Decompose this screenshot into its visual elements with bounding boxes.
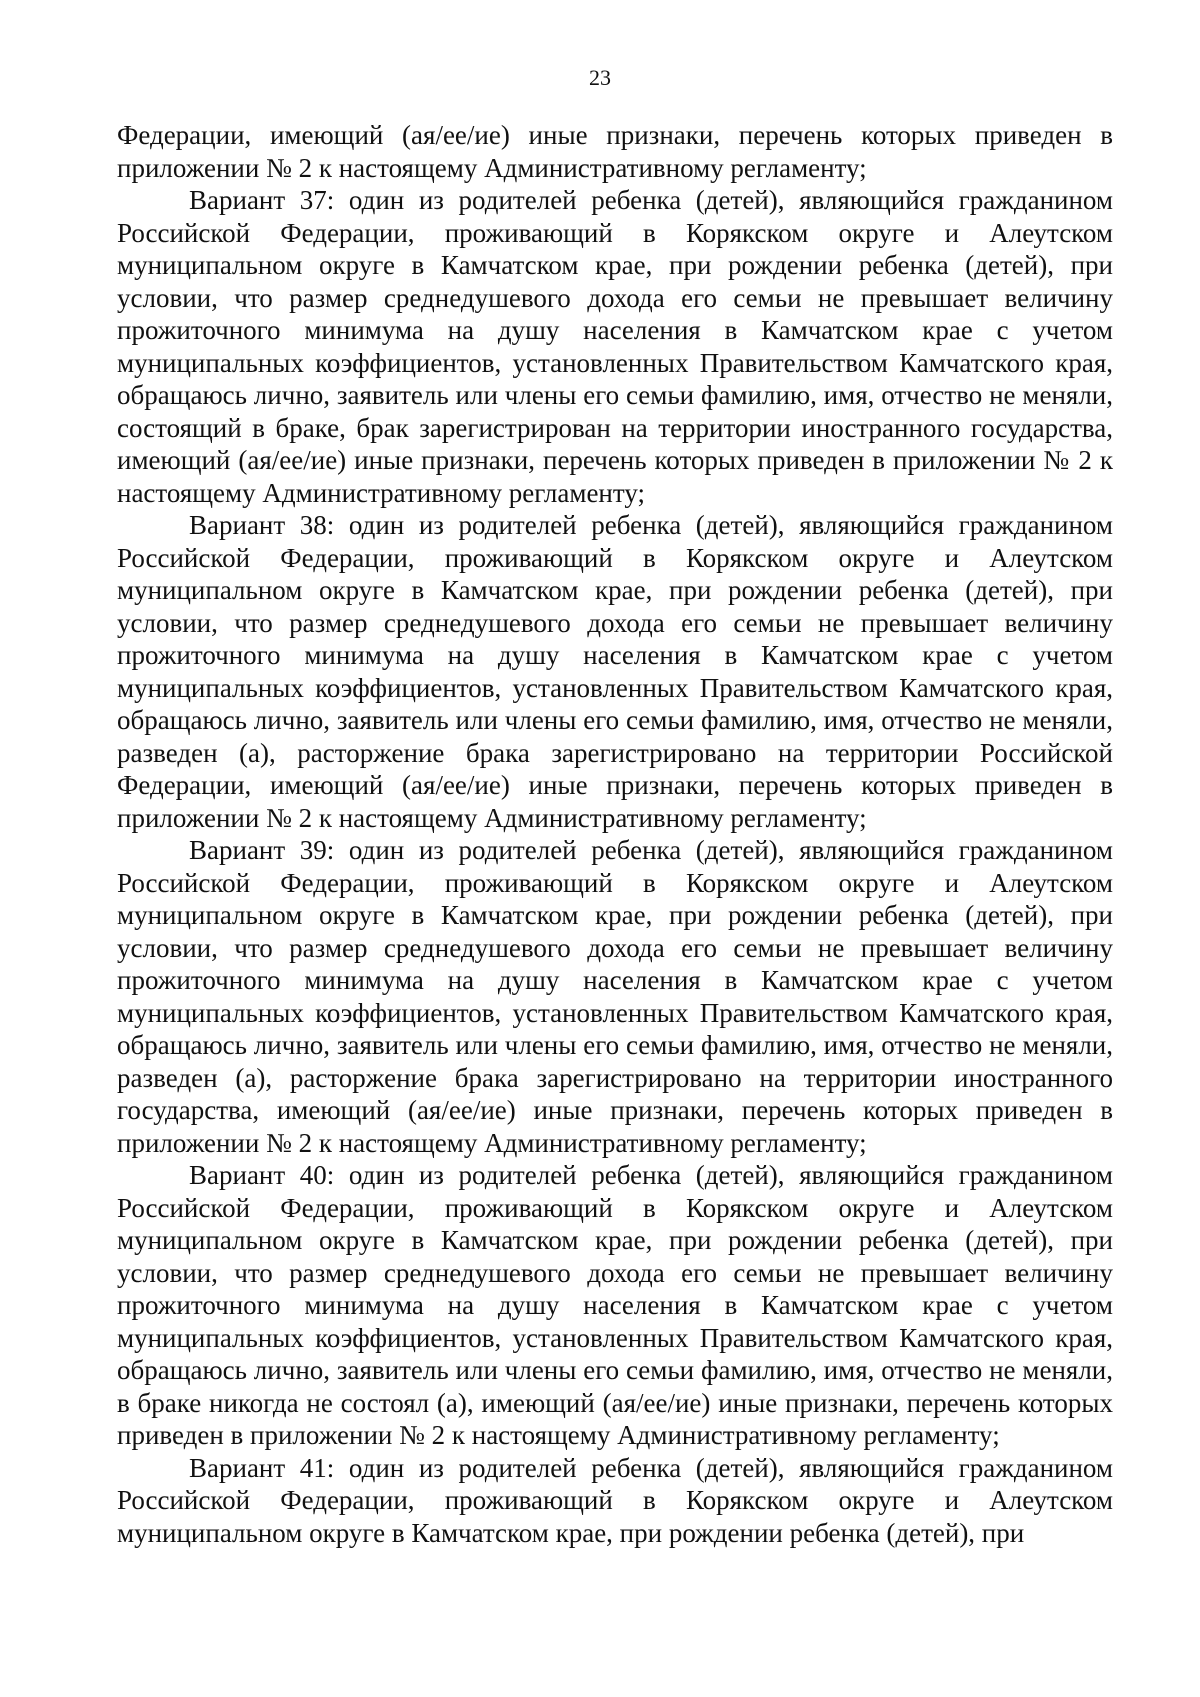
paragraph-variant-40: Вариант 40: один из родителей ребенка (детей), являющийся гражданином Российской Федерации, проживающий в Корякском округе и Алеутском муниципальном округе в Камчатском крае, при рождении ребенка (детей), при условии, что размер среднедушевого дохода его семьи не превышает величину прожиточного минимума на душу населения в Камчатском крае с учетом муниципальных коэффициентов, установленных Правительством Камчатского края, обращаюсь лично, заявитель или члены его семьи фамилию, имя, отчество не меняли, в браке никогда не состоял (а), имеющий (ая/ее/ие) иные признаки, перечень которых приведен в приложении № 2 к настоящему Административному регламенту;	[117, 1160, 1113, 1450]
paragraph-variant-37: Вариант 37: один из родителей ребенка (детей), являющийся гражданином Российской Федерации, проживающий в Корякском округе и Алеутском муниципальном округе в Камчатском крае, при рождении ребенка (детей), при условии, что размер среднедушевого дохода его семьи не превышает величину прожиточного минимума на душу населения в Камчатском крае с учетом муниципальных коэффициентов, установленных Правительством Камчатского края, обращаюсь лично, заявитель или члены его семьи фамилию, имя, отчество не меняли, состоящий в браке, брак зарегистрирован на территории иностранного государства, имеющий (ая/ее/ие) иные признаки, перечень которых приведен в приложении № 2 к настоящему Административному регламенту;	[117, 185, 1113, 508]
paragraph-variant-39: Вариант 39: один из родителей ребенка (детей), являющийся гражданином Российской Федерации, проживающий в Корякском округе и Алеутском муниципальном округе в Камчатском крае, при рождении ребенка (детей), при условии, что размер среднедушевого дохода его семьи не превышает величину прожиточного минимума на душу населения в Камчатском крае с учетом муниципальных коэффициентов, установленных Правительством Камчатского края, обращаюсь лично, заявитель или члены его семьи фамилию, имя, отчество не меняли, разведен (а), расторжение брака зарегистрировано на территории иностранного государства, имеющий (ая/ее/ие) иные признаки, перечень которых приведен в приложении № 2 к настоящему Административному регламенту;	[117, 835, 1113, 1158]
paragraph-variant-38: Вариант 38: один из родителей ребенка (детей), являющийся гражданином Российской Федерации, проживающий в Корякском округе и Алеутском муниципальном округе в Камчатском крае, при рождении ребенка (детей), при условии, что размер среднедушевого дохода его семьи не превышает величину прожиточного минимума на душу населения в Камчатском крае с учетом муниципальных коэффициентов, установленных Правительством Камчатского края, обращаюсь лично, заявитель или члены его семьи фамилию, имя, отчество не меняли, разведен (а), расторжение брака зарегистрировано на территории Российской Федерации, имеющий (ая/ее/ие) иные признаки, перечень которых приведен в приложении № 2 к настоящему Административному регламенту;	[117, 510, 1113, 833]
paragraph-continuation: Федерации, имеющий (ая/ее/ие) иные признаки, перечень которых приведен в приложении № 2 к настоящему Административному регламенту;	[117, 120, 1113, 183]
paragraph-variant-41: Вариант 41: один из родителей ребенка (детей), являющийся гражданином Российской Федерации, проживающий в Корякском округе и Алеутском муниципальном округе в Камчатском крае, при рождении ребенка (детей), при	[117, 1452, 1113, 1548]
page-number: 23	[589, 65, 611, 90]
document-body	[117, 119, 1113, 1549]
